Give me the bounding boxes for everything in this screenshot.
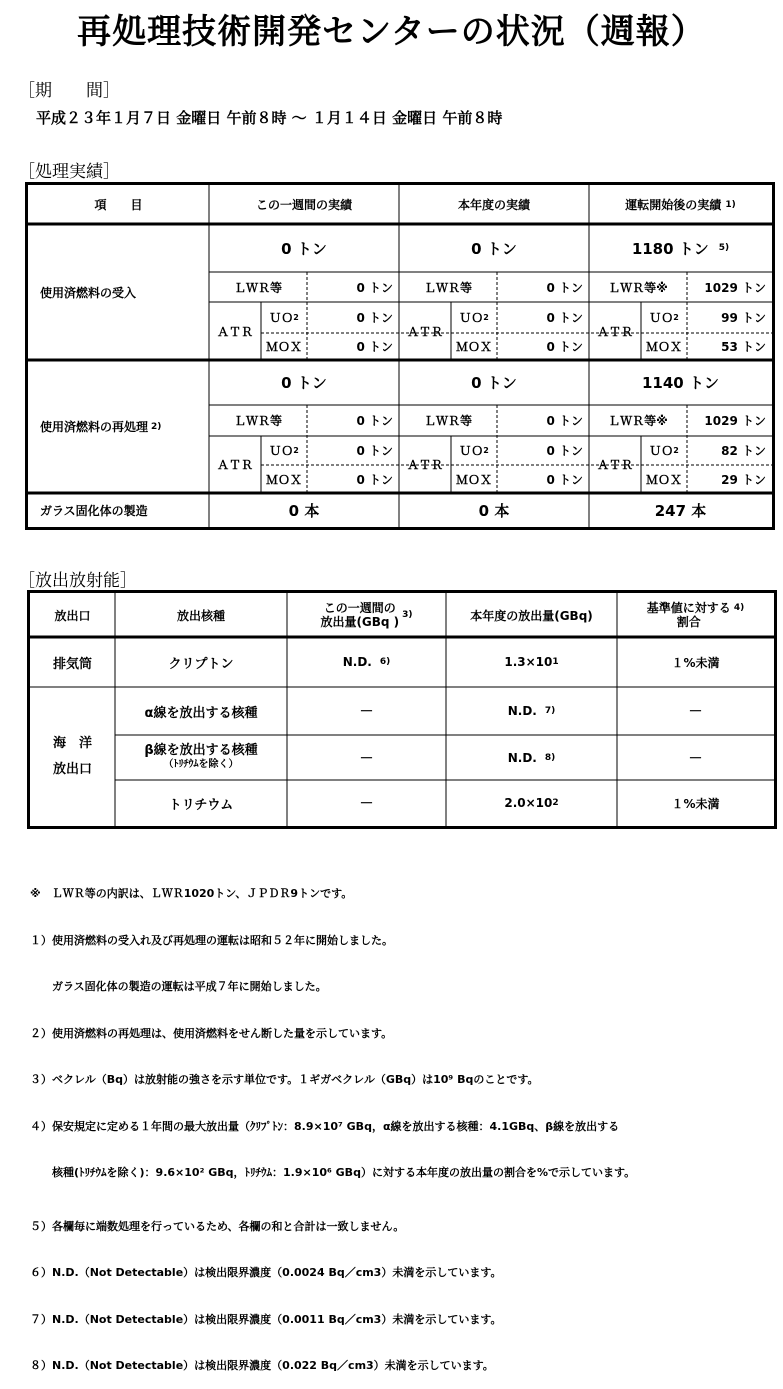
release-header-ratio-line2: 割合 (676, 615, 701, 629)
ocean-outlet-line1: 海 洋 (52, 735, 92, 751)
exhaust-fy (446, 637, 617, 687)
receipt-week-uo2-label (261, 302, 307, 333)
alpha-fy-value: N.D. (507, 704, 537, 718)
receipt-fy-uo2-label (451, 302, 497, 333)
receipt-week-lwr-label: ＬＷＲ等 (233, 280, 282, 295)
receipt-since-uo2-label (641, 302, 687, 333)
alpha-week: － (359, 704, 374, 720)
reprocess-fy-uo2-label (451, 436, 497, 465)
reprocess-fy-total: 0 トン (471, 374, 517, 392)
beta-week: － (359, 750, 374, 767)
receipt-since-total-note: 5) (718, 243, 730, 253)
release-header-fy: 本年度の放出量(GBq) (470, 608, 593, 623)
reprocess-fy-mox: 0 トン (546, 472, 583, 487)
beta-fy-note: 8) (544, 752, 556, 763)
reprocess-label-text: 使用済燃料の再処理 (40, 420, 149, 434)
reprocess-week-uo2: 0 トン (356, 444, 393, 458)
exhaust-week (287, 637, 446, 687)
header-since (589, 185, 772, 224)
alpha-ratio: － (688, 704, 703, 720)
uo2-subscript: 2 (293, 446, 299, 455)
alpha-nuclide: α線を放出する核種 (144, 705, 258, 721)
alpha-fy (446, 687, 617, 735)
reprocess-since-uo2: 82 トン (721, 444, 766, 458)
processing-table (25, 182, 775, 530)
tritium-fy (446, 780, 617, 826)
footnote: １）使用済燃料の受入れ及び再処理の運転は昭和５２年に開始しました。 (30, 933, 393, 947)
uo2-text: ＵＯ (269, 444, 294, 458)
release-header-week-text (320, 601, 399, 629)
period-text: 平成２３年１月７日 金曜日 午前８時 ～ １月１４日 金曜日 午前８時 (36, 109, 503, 127)
reprocess-week-mox-label: ＭＯＸ (265, 472, 302, 487)
reprocess-fy-lwr: 0 トン (546, 414, 583, 428)
receipt-week-total: 0 トン (281, 239, 327, 258)
release-header-ratio-note: 4) (733, 603, 745, 613)
reprocess-label (40, 360, 209, 493)
reprocess-since-mox-label: ＭＯＸ (645, 472, 682, 487)
tritium-week: － (359, 796, 374, 812)
uo2-subscript: 2 (673, 313, 679, 322)
release-table (27, 590, 777, 829)
receipt-fy-lwr-label: ＬＷＲ等 (423, 280, 472, 295)
receipt-week-uo2: 0 トン (356, 311, 393, 325)
footnote: ５）各欄毎に端数処理を行っているため、各欄の和と合計は一致しません。 (30, 1219, 405, 1233)
reprocess-since-lwr-label: ＬＷＲ等※ (608, 414, 668, 428)
exhaust-outlet: 排気筒 (52, 656, 92, 672)
receipt-since-lwr-label: ＬＷＲ等※ (608, 280, 668, 295)
receipt-fy-mox-label: ＭＯＸ (455, 340, 492, 354)
footnote: 核種(ﾄﾘﾁｳﾑを除く)：9.6×10² GBq，ﾄﾘﾁｳﾑ：1.9×10⁶ GBq）に対する本年度の放出量の割合を%で示しています。 (30, 1166, 636, 1179)
reprocess-fy-uo2: 0 トン (546, 444, 583, 458)
receipt-fy-total: 0 トン (471, 239, 517, 258)
reprocess-week-mox: 0 トン (356, 472, 393, 487)
receipt-week-lwr: 0 トン (356, 280, 393, 295)
glass-fy: 0 本 (478, 501, 510, 520)
uo2-subscript: 2 (673, 446, 679, 455)
release-header-ratio (617, 593, 774, 637)
beta-nuclide (115, 735, 287, 780)
receipt-fy-mox: 0 トン (546, 340, 583, 354)
receipt-fy-atr-label: ＡＴＲ (406, 324, 443, 339)
receipt-fy-lwr: 0 トン (546, 280, 583, 295)
ocean-outlet-line2: 放出口 (52, 761, 92, 777)
receipt-since-uo2: 99 トン (721, 311, 766, 325)
reprocess-since-atr-label: ＡＴＲ (596, 458, 633, 472)
header-fy: 本年度の実績 (457, 198, 530, 212)
footnote: ※ ＬＷＲ等の内訳は、ＬＷＲ1020トン、ＪＰＤＲ9トンです。 (30, 887, 353, 900)
alpha-fy-note: 7) (544, 706, 556, 716)
exhaust-week-value: N.D. (342, 655, 372, 669)
release-heading: ［放出放射能］ (18, 571, 137, 591)
beta-nuclide-line1: β線を放出する核種 (144, 742, 258, 758)
beta-nuclide-text (144, 744, 257, 772)
uo2-text: ＵＯ (459, 311, 484, 325)
uo2-subscript: 2 (293, 313, 299, 322)
footnotes (30, 855, 635, 1389)
reprocess-label-note: 2) (151, 421, 162, 432)
release-header-outlet: 放出口 (54, 608, 91, 623)
footnote: ７）N.D.（Not Detectable）は検出限界濃度（0.0011 Bq／cm3）未満を示しています。 (30, 1312, 502, 1326)
receipt-fy-uo2: 0 トン (546, 311, 583, 325)
release-header-week-note: 3) (402, 610, 413, 620)
receipt-label: 使用済燃料の受入 (40, 285, 137, 300)
header-week: この一週間の実績 (255, 198, 352, 212)
exhaust-nuclide: クリプトン (168, 656, 234, 672)
release-header-nuclide: 放出核種 (176, 608, 225, 623)
ocean-outlet-text (53, 731, 92, 783)
reprocess-week-lwr-label: ＬＷＲ等 (233, 414, 282, 428)
glass-since: 247 本 (654, 501, 707, 520)
header-item: 項 目 (94, 198, 143, 212)
uo2-text: ＵＯ (649, 311, 674, 325)
beta-ratio: － (688, 750, 703, 767)
reprocess-fy-mox-label: ＭＯＸ (455, 472, 492, 487)
receipt-since-total-value: 1180 トン (631, 239, 709, 258)
footnote: ８）N.D.（Not Detectable）は検出限界濃度（0.022 Bq／cm3）未満を示しています。 (30, 1359, 494, 1372)
footnote: ４）保安規定に定める１年間の最大放出量（ｸﾘﾌﾟﾄﾝ：8.9×10⁷ GBq，α線を放出する核種：4.1GBq、β線を放出する (30, 1119, 620, 1133)
reprocess-since-lwr: 1029 トン (704, 414, 766, 428)
reprocess-week-lwr: 0 トン (356, 414, 393, 428)
tritium-fy-base: 2.0×10 (504, 796, 553, 810)
release-header-ratio-line1: 基準値に対する (646, 601, 731, 615)
reprocess-fy-lwr-label: ＬＷＲ等 (423, 414, 472, 428)
exhaust-fy-base: 1.3×10 (504, 655, 553, 669)
receipt-since-lwr: 1029 トン (704, 280, 766, 295)
footnote: ６）N.D.（Not Detectable）は検出限界濃度（0.0024 Bq／cm3）未満を示しています。 (30, 1266, 502, 1279)
receipt-week-mox: 0 トン (356, 340, 393, 354)
uo2-subscript: 2 (483, 446, 489, 455)
receipt-since-mox-label: ＭＯＸ (645, 340, 682, 354)
tritium-nuclide: トリチウム (168, 797, 234, 813)
reprocess-since-uo2-label (641, 436, 687, 465)
reprocess-week-uo2-label (261, 436, 307, 465)
beta-fy (446, 735, 617, 780)
reprocess-since-total: 1140 トン (642, 374, 719, 392)
uo2-text: ＵＯ (459, 444, 484, 458)
uo2-text: ＵＯ (649, 444, 674, 458)
page-title: 再処理技術開発センターの状況（週報） (77, 12, 706, 52)
reprocess-since-mox: 29 トン (721, 472, 766, 487)
exhaust-fy-exponent: 1 (552, 657, 559, 667)
beta-fy-value: N.D. (507, 750, 537, 765)
header-since-note: 1) (725, 199, 736, 210)
glass-label: ガラス固化体の製造 (40, 503, 148, 518)
release-header-week-line1: この一週間の (323, 601, 396, 615)
exhaust-week-note: 6) (379, 657, 391, 667)
footnote: ３）ベクレル（Bq）は放射能の強さを示す単位です。１ギガベクレル（GBq）は10⁹ Bqのことです。 (30, 1073, 539, 1086)
header-since-label: 運転開始後の実績 (625, 198, 722, 212)
reprocess-week-total: 0 トン (281, 374, 327, 392)
ocean-outlet (30, 687, 115, 826)
receipt-since-total (589, 224, 772, 272)
receipt-week-atr-label: ＡＴＲ (216, 324, 253, 339)
reprocess-week-atr-label: ＡＴＲ (216, 458, 253, 472)
receipt-since-atr-label: ＡＴＲ (596, 324, 633, 339)
receipt-since-mox: 53 トン (721, 340, 766, 354)
footnote: ２）使用済燃料の再処理は、使用済燃料をせん断した量を示しています。 (30, 1026, 393, 1040)
tritium-ratio: １%未満 (671, 796, 720, 811)
glass-week: 0 本 (288, 501, 320, 520)
release-header-week (287, 593, 446, 637)
uo2-subscript: 2 (483, 313, 489, 322)
tritium-fy-exponent: 2 (552, 798, 559, 808)
footnote: ガラス固化体の製造の運転は平成７年に開始しました。 (30, 980, 327, 993)
release-header-ratio-text (647, 601, 731, 629)
release-header-week-line2: 放出量(GBq ) (320, 615, 400, 629)
receipt-week-mox-label: ＭＯＸ (265, 340, 302, 354)
beta-nuclide-line2: （ﾄﾘﾁｳﾑを除く） (163, 758, 239, 770)
processing-heading: ［処理実績］ (18, 162, 120, 182)
exhaust-ratio: １%未満 (671, 655, 720, 670)
period-heading: ［期 間］ (18, 81, 120, 101)
uo2-text: ＵＯ (269, 311, 294, 325)
reprocess-fy-atr-label: ＡＴＲ (406, 458, 443, 472)
